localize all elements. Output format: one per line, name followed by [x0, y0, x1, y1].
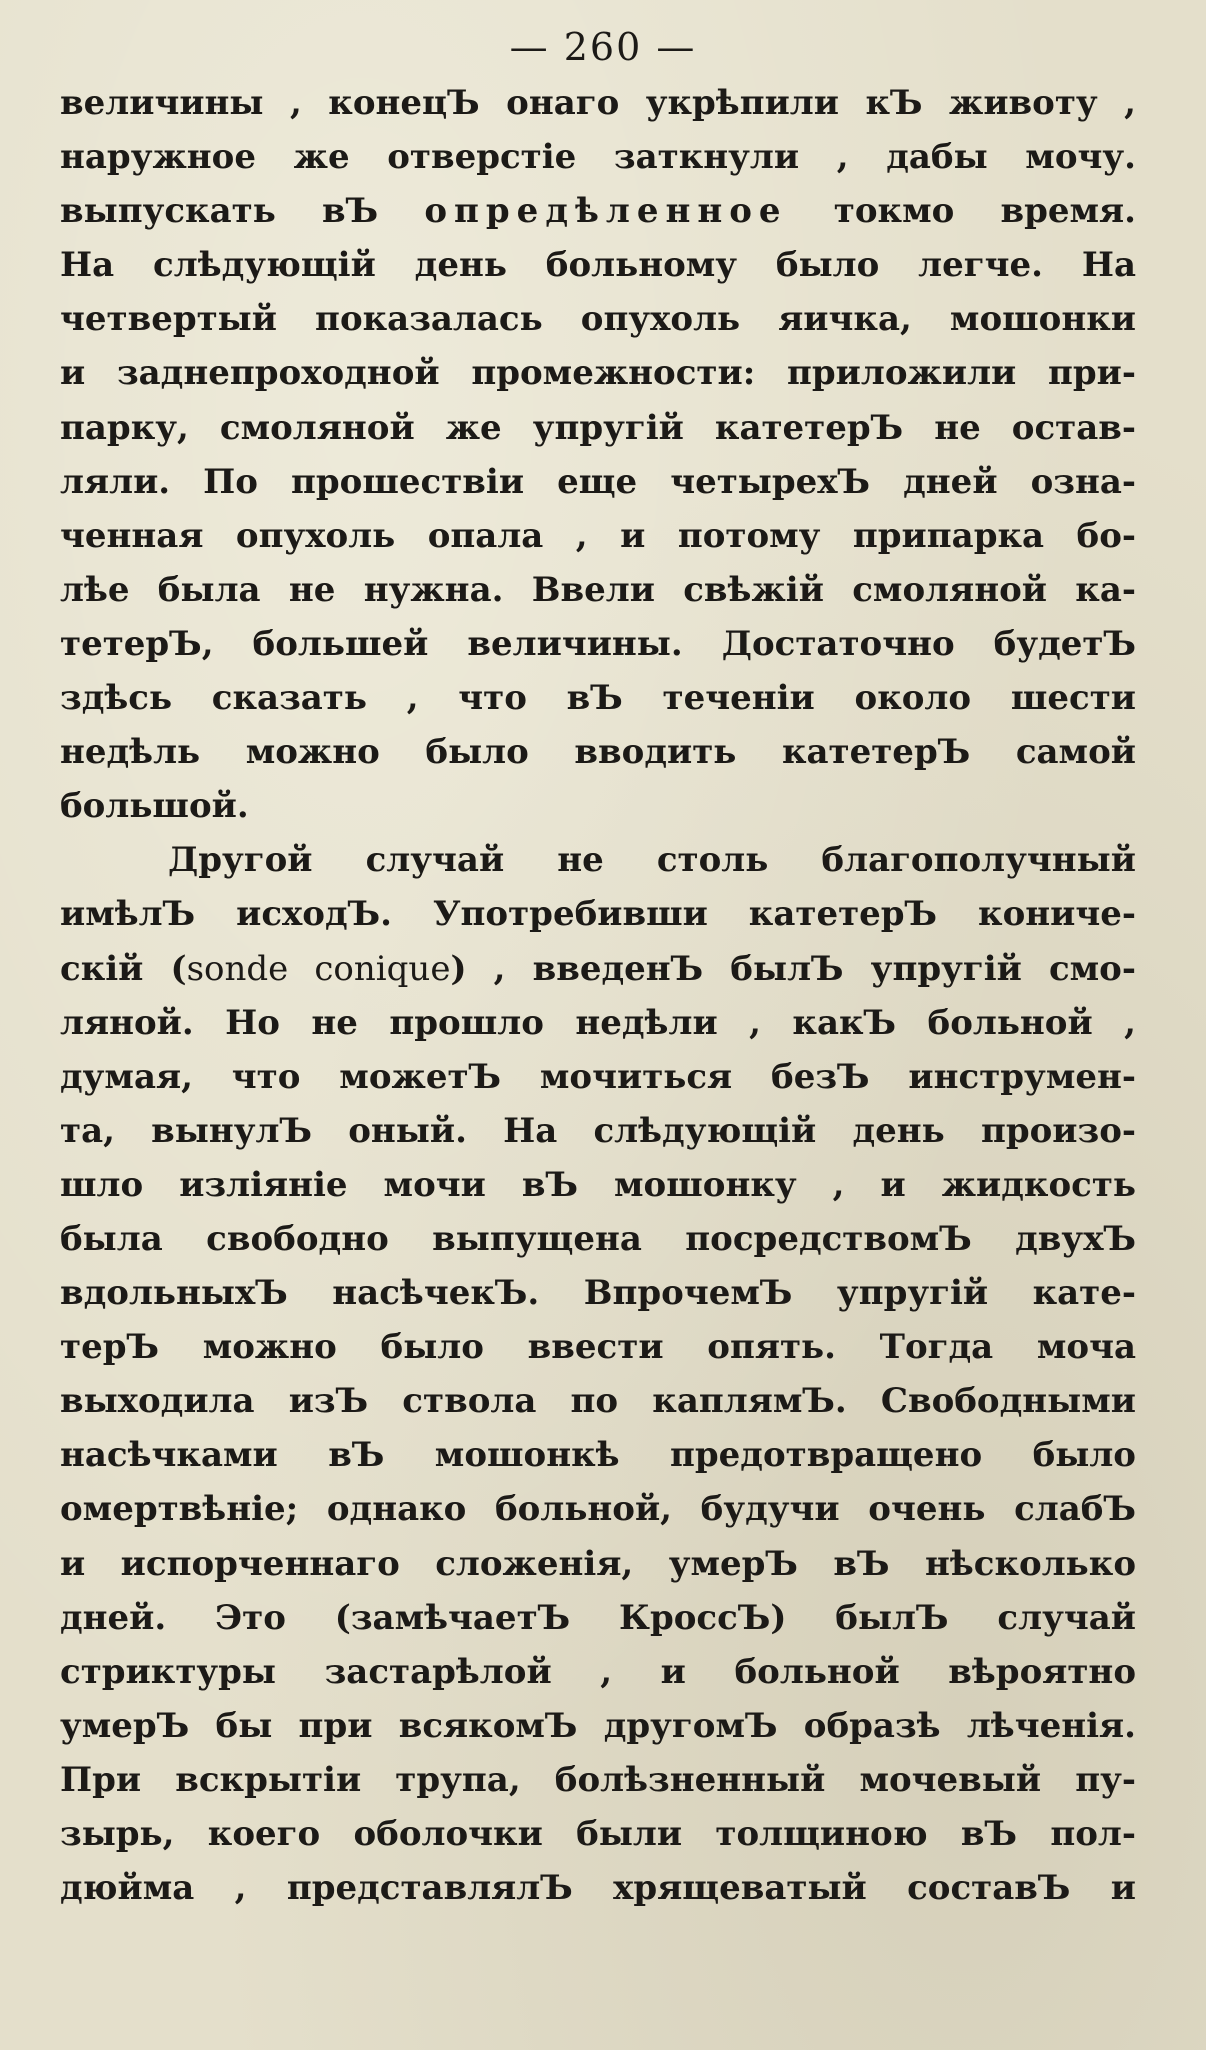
text-run: дюйма , представлялЪ хрящеватый составЪ и [60, 1868, 1136, 1909]
text-line [60, 130, 1136, 184]
text-line [60, 1753, 1136, 1807]
text-line [60, 996, 1136, 1050]
text-run: и заднепроходной промежности: приложили при- [60, 353, 1136, 394]
text-line [60, 1428, 1136, 1482]
text-run: умерЪ бы при всякомЪ другомЪ образѣ лѣченія. [60, 1705, 1136, 1746]
text-run: шло изліяніе мочи вЪ мошонку , и жидкость [60, 1164, 1136, 1205]
text-line [60, 1158, 1136, 1212]
text-line [60, 617, 1136, 671]
text-line [60, 1645, 1136, 1699]
text-run: дней. Это (замѣчаетЪ КроссЪ) былЪ случай [60, 1597, 1136, 1638]
text-run: была свободно выпущена посредствомЪ двухЪ [60, 1218, 1136, 1259]
text-line [60, 1104, 1136, 1158]
text-line [60, 346, 1136, 400]
text-line [60, 671, 1136, 725]
text-line [60, 779, 1136, 833]
text-line [60, 292, 1136, 346]
body-text [60, 76, 1136, 1915]
text-run: токмо время. [787, 191, 1136, 232]
text-run: ляной. Но не прошло недѣли , какЪ больной , [60, 1002, 1136, 1043]
text-line [60, 1050, 1136, 1104]
text-line [60, 887, 1136, 941]
text-run: та, вынулЪ оный. На слѣдующій день произо- [60, 1110, 1136, 1151]
text-line [60, 509, 1136, 563]
text-run: думая, что можетЪ мочиться безЪ инструмен- [60, 1056, 1136, 1097]
text-line [60, 1591, 1136, 1645]
text-line [60, 1537, 1136, 1591]
text-line [60, 401, 1136, 455]
text-run: При вскрытіи трупа, болѣзненный мочевый пу- [60, 1759, 1136, 1800]
text-run: парку, смоляной же упругій катетерЪ не остав- [60, 407, 1136, 448]
text-line [60, 1807, 1136, 1861]
text-run: тетерЪ, большей величины. Достаточно будетЪ [60, 623, 1136, 664]
text-run: большой. [60, 786, 249, 827]
text-run: имѣлЪ исходЪ. Употребивши катетерЪ коничe- [60, 894, 1136, 935]
text-run: наружное же отверстіе заткнули , дабы мочу. [60, 137, 1136, 178]
paragraph-1 [60, 76, 1136, 833]
text-run: выходила изЪ ствола по каплямЪ. Свободными [60, 1381, 1136, 1422]
text-run: величины , конецЪ онаго укрѣпили кЪ животу , [60, 83, 1136, 123]
text-line [60, 76, 1136, 130]
text-line [60, 455, 1136, 509]
text-line [60, 563, 1136, 617]
text-run: ляли. По прошествіи еще четырехЪ дней озна- [60, 461, 1136, 502]
text-run: стриктуры застарѣлой , и больной вѣроятно [60, 1651, 1136, 1692]
text-run: выпускать вЪ [60, 191, 425, 232]
text-line [60, 184, 1136, 238]
text-run: скій ( [60, 948, 187, 989]
text-line [60, 1374, 1136, 1428]
text-line [60, 942, 1136, 996]
text-run: четвертый показалась опухоль яичка, мошонки [60, 299, 1136, 340]
text-run: терЪ можно было ввести опять. Тогда моча [60, 1327, 1136, 1368]
text-line [60, 1320, 1136, 1374]
text-line [60, 238, 1136, 292]
page-number: — 260 — [509, 25, 697, 69]
text-run: Другой случай не столь благополучный [168, 840, 1136, 881]
text-line [60, 725, 1136, 779]
text-run: лѣе была не нужна. Ввели свѣжій смоляной ка- [60, 569, 1136, 610]
text-run: омертвѣніе; однако больной, будучи очень слабЪ [60, 1489, 1136, 1530]
text-line [60, 1699, 1136, 1753]
text-line [60, 1482, 1136, 1536]
spaced-word: опредѣленное [424, 191, 788, 232]
text-run: зырь, коего оболочки были толщиною вЪ пол- [60, 1814, 1136, 1854]
french-term: sonde conique [186, 948, 451, 989]
text-run: и испорченнаго сложенія, умерЪ вЪ нѣсколько [60, 1543, 1136, 1584]
text-run: На слѣдующій день больному было легче. На [60, 245, 1136, 286]
text-run: недѣль можно было вводить катетерЪ самой [60, 732, 1136, 773]
text-line [60, 1861, 1136, 1915]
text-run: здѣсь сказать , что вЪ теченіи около шести [60, 678, 1136, 719]
text-run: ченная опухоль опала , и потому припарка бо- [60, 515, 1136, 556]
text-run: вдольныхЪ насѣчекЪ. ВпрочемЪ упругій кате- [60, 1273, 1136, 1314]
text-run: ) , введенЪ былЪ упругій смо- [450, 948, 1136, 989]
text-line [60, 833, 1136, 887]
paragraph-2 [60, 833, 1136, 1915]
text-line [60, 1212, 1136, 1266]
text-run: насѣчками вЪ мошонкѣ предотвращено было [60, 1435, 1136, 1476]
text-line [60, 1266, 1136, 1320]
